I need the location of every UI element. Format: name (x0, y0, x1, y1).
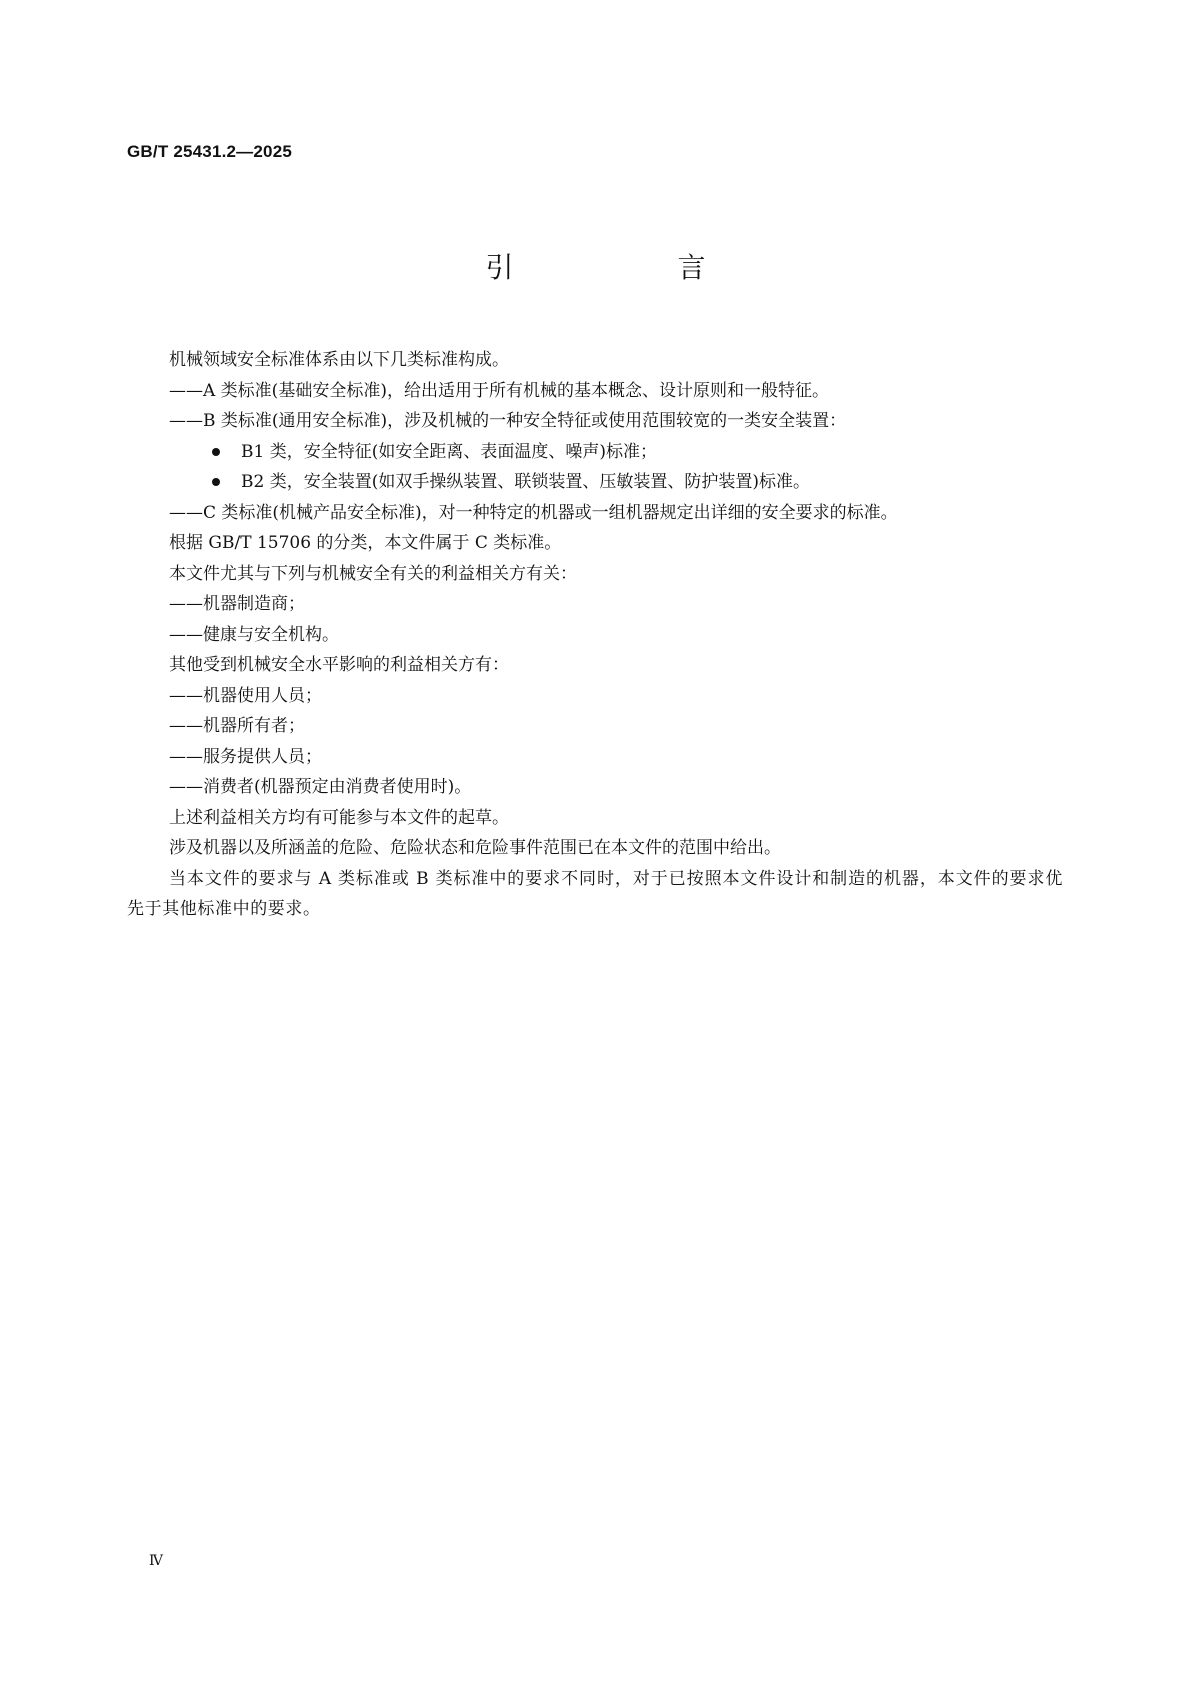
list-item-standard-c: ——C 类标准(机械产品安全标准)，对一种特定的机器或一组机器规定出详细的安全要求的标准。 (169, 502, 898, 523)
list-item: ——消费者(机器预定由消费者使用时)。 (169, 777, 472, 797)
paragraph: 本文件尤其与下列与机械安全有关的利益相关方有关： (169, 563, 577, 584)
bullet-item-b2 (127, 467, 1063, 498)
bullet-text: B1 类，安全特征(如安全距离、表面温度、噪声)标准； (241, 441, 657, 462)
bullet-text: B2 类，安全装置(如双手操纵装置、联锁装置、压敏装置、防护装置)标准。 (241, 472, 810, 492)
list-item: ——健康与安全机构。 (169, 624, 339, 645)
list-item: ——服务提供人员； (169, 746, 322, 767)
paragraph: 其他受到机械安全水平影响的利益相关方有： (169, 655, 509, 675)
list-item-standard-a: ——A 类标准(基础安全标准)，给出适用于所有机械的基本概念、设计原则和一般特征。 (169, 380, 829, 401)
paragraph: 根据 GB/T 15706 的分类，本文件属于 C 类标准。 (169, 533, 562, 553)
paragraph: 机械领域安全标准体系由以下几类标准构成。 (169, 350, 509, 370)
list-item: ——机器使用人员； (169, 685, 322, 706)
list-item: ——机器制造商； (169, 594, 305, 614)
bullet-icon (212, 478, 220, 486)
page-title: 引 言 (485, 251, 774, 284)
page-number: Ⅳ (149, 1553, 163, 1569)
introduction-body (127, 345, 1063, 925)
document-code: GB/T 25431.2—2025 (127, 142, 292, 161)
list-item-standard-b: ——B 类标准(通用安全标准)，涉及机械的一种安全特征或使用范围较宽的一类安全装置： (169, 411, 847, 431)
paragraph: 当本文件的要求与 A 类标准或 B 类标准中的要求不同时，对于已按照本文件设计和制造的机器，本文件的要求优先于其他标准中的要求。 (127, 868, 1063, 919)
paragraph: 上述利益相关方均有可能参与本文件的起草。 (169, 807, 509, 828)
list-item: ——机器所有者； (169, 716, 305, 736)
paragraph: 涉及机器以及所涵盖的危险、危险状态和危险事件范围已在本文件的范围中给出。 (169, 838, 781, 858)
bullet-icon (212, 448, 220, 456)
bullet-item-b1 (127, 437, 1063, 468)
